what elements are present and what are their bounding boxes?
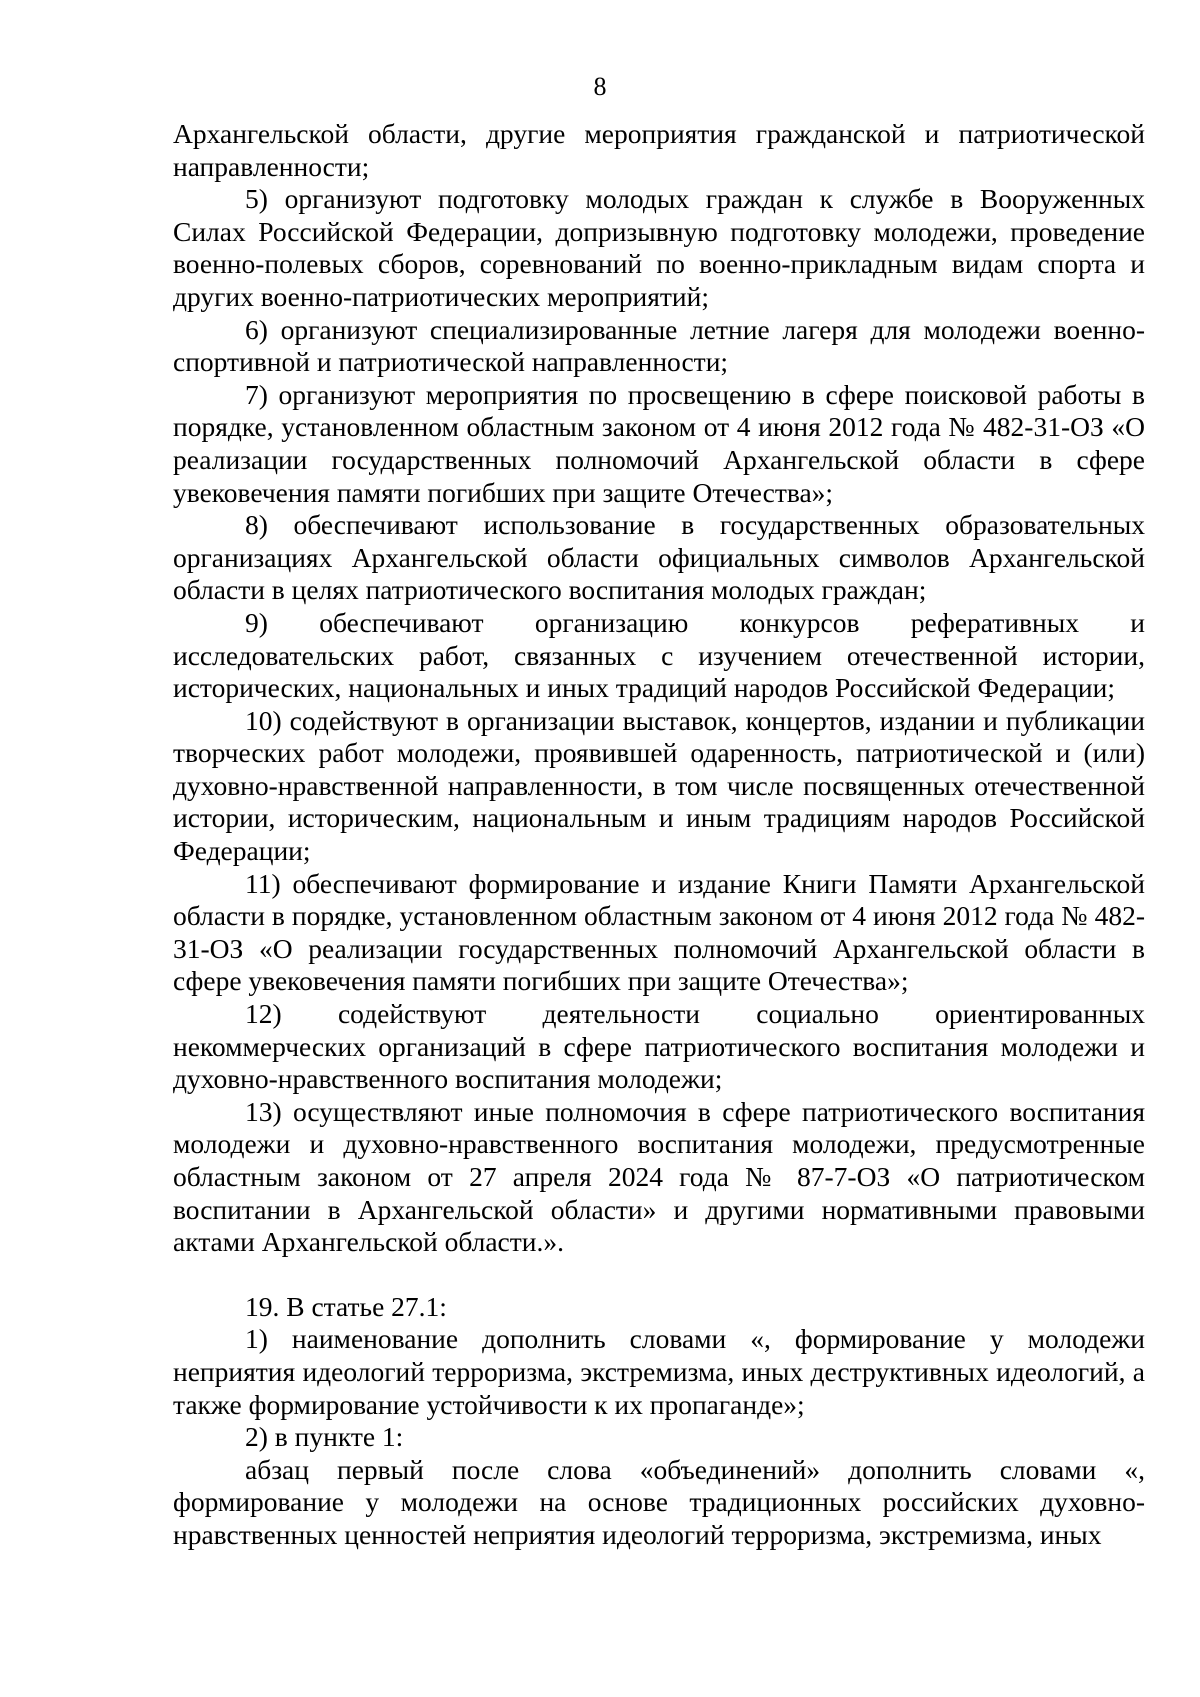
paragraph-item-8: 8) обеспечивают использование в государственных образовательных организациях Архангельской области официальных символов Архангельской области в целях патриотического воспитания молодых граждан; bbox=[173, 509, 1145, 606]
paragraph-item-6: 6) организуют специализированные летние лагеря для молодежи военно-спортивной и патриотической направленности; bbox=[173, 313, 1145, 378]
paragraph-item-5: 5) организуют подготовку молодых граждан к службе в Вооруженных Силах Российской Федерации, допризывную подготовку молодежи, проведение военно-полевых сборов, соревнований по военно-прикладным видам спорта и других военно-патриотических мероприятий; bbox=[173, 183, 1145, 312]
paragraph-item-9: 9) обеспечивают организацию конкурсов реферативных и исследовательских работ, связанных с изучением отечественной истории, исторических, национальных и иных традиций народов Российской Федерации; bbox=[173, 606, 1145, 704]
document-body bbox=[173, 118, 1145, 1552]
page-number: 8 bbox=[593, 72, 607, 101]
paragraph-item-11: 11) обеспечивают формирование и издание Книги Памяти Архангельской области в порядке, установленном областным законом от 4 июня 2012 года № 482-31-ОЗ «О реализации государственных полномочий Архангельской области в сфере увековечения памяти погибших при защите Отечества»; bbox=[173, 867, 1145, 997]
paragraph-item-10: 10) содействуют в организации выставок, концертов, издании и публикации творческих работ молодежи, проявившей одаренность, патриотической и (или) духовно-нравственной направленности, в том числе посвященных отечественной истории, историческим, национальным и иным традициям народов Российской Федерации; bbox=[173, 704, 1145, 867]
paragraph-section-19: 19. В статье 27.1: bbox=[245, 1290, 447, 1322]
paragraph-abzac: абзац первый после слова «объединений» дополнить словами «, формирование у молодежи на основе традиционных российских духовно-нравственных ценностей неприятия идеологий терроризма, экстремизма, иных bbox=[173, 1453, 1145, 1550]
paragraph-continuation: Архангельской области, другие мероприятия гражданской и патриотической направленности; bbox=[173, 118, 1145, 182]
paragraph-item-13: 13) осуществляют иные полномочия в сфере патриотического воспитания молодежи и духовно-нравственного воспитания молодежи, предусмотренные областным законом от 27 апреля 2024 года № 87-7-ОЗ «О патриотическом воспитании в Архангельской области» и другими нормативными правовыми актами Архангельской области.». bbox=[173, 1095, 1145, 1258]
paragraph-subitem-1: 1) наименование дополнить словами «, формирование у молодежи неприятия идеологий терроризма, экстремизма, иных деструктивных идеологий, а также формирование устойчивости к их пропаганде»; bbox=[173, 1323, 1145, 1420]
paragraph-subitem-2: 2) в пункте 1: bbox=[245, 1421, 404, 1453]
paragraph-item-12: 12) содействуют деятельности социально ориентированных некоммерческих организаций в сфере патриотического воспитания молодежи и духовно-нравственного воспитания молодежи; bbox=[173, 998, 1145, 1095]
paragraph-item-7: 7) организуют мероприятия по просвещению в сфере поисковой работы в порядке, установленном областным законом от 4 июня 2012 года № 482-31-ОЗ «О реализации государственных полномочий Архангельской области в сфере увековечения памяти погибших при защите Отечества»; bbox=[173, 378, 1145, 508]
